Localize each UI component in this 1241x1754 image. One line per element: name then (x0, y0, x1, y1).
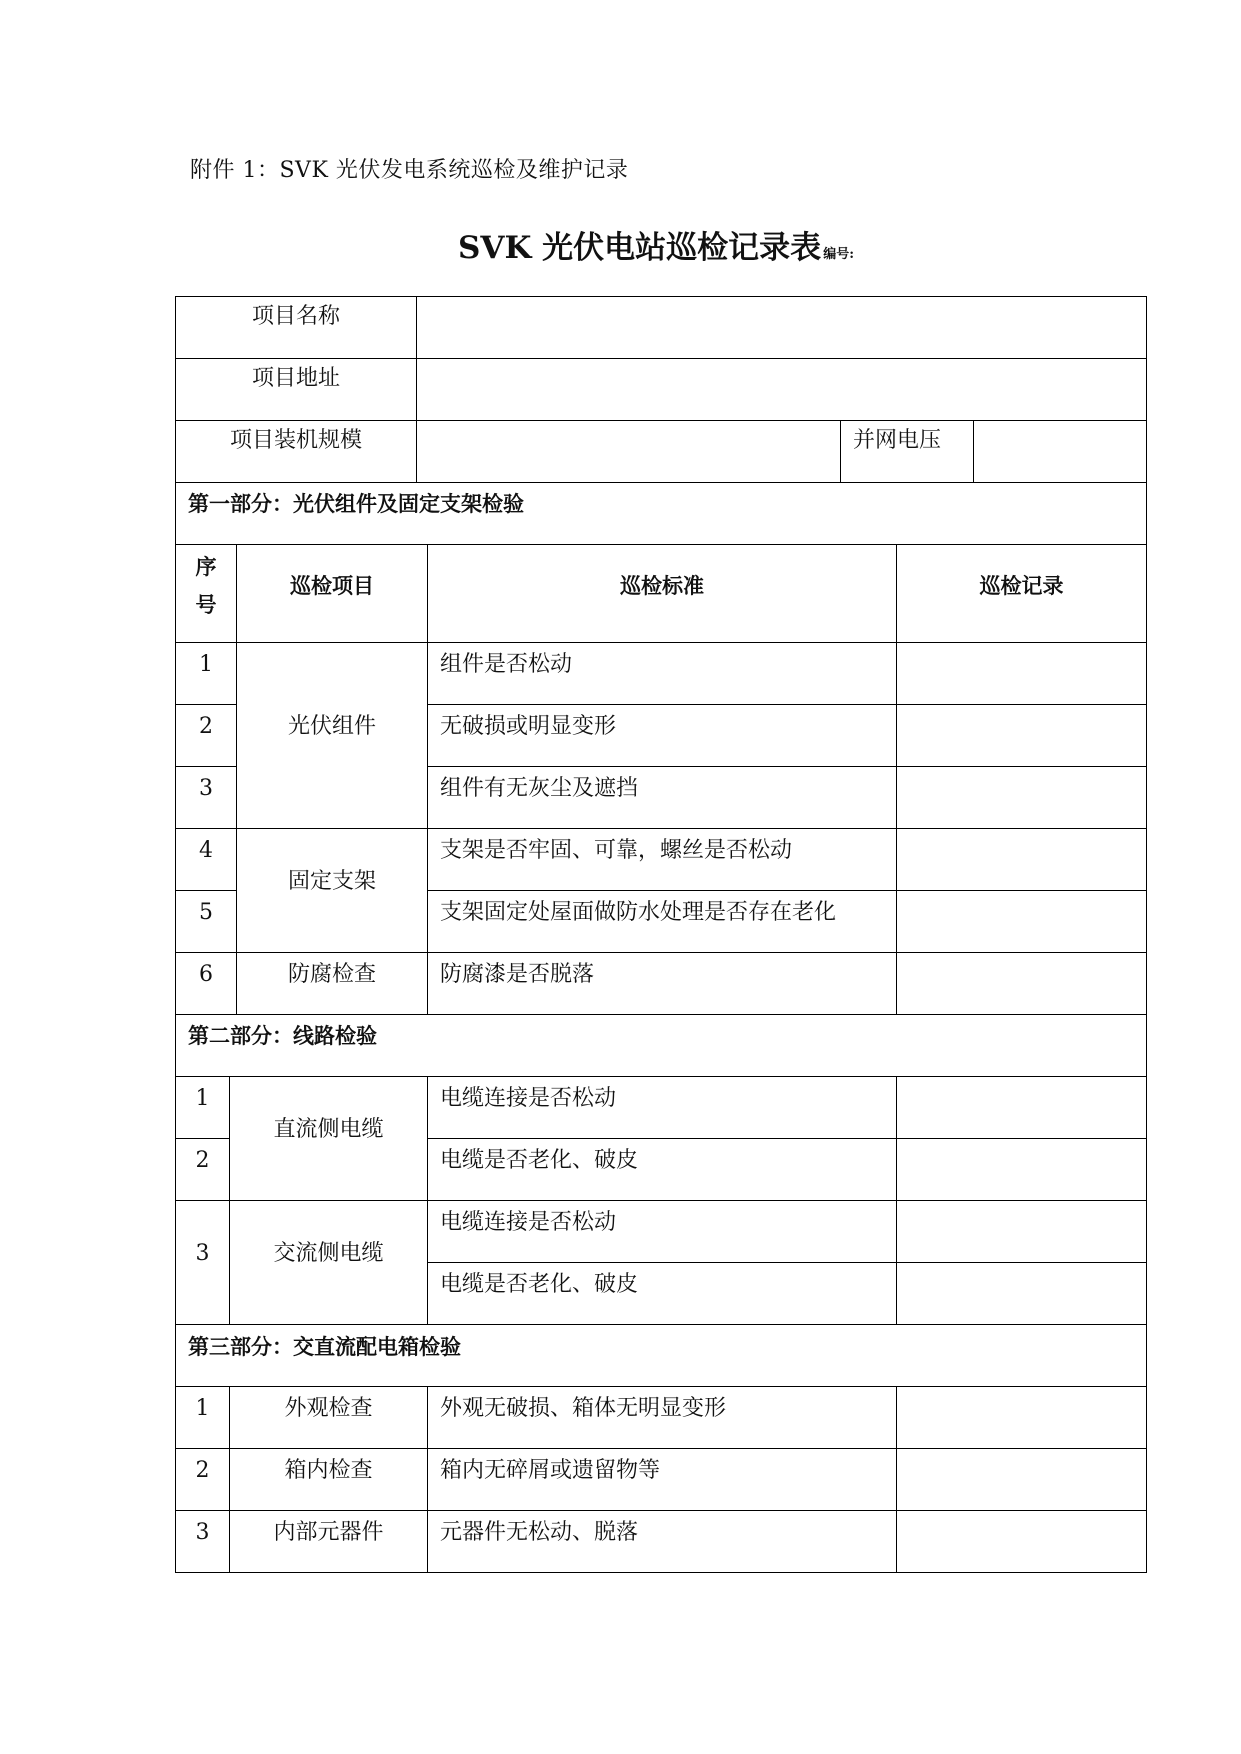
project-name-label: 项目名称 (251, 304, 340, 329)
col-standard-header: 巡检标准 (620, 574, 704, 598)
part1-row-standard: 组件是否松动 (440, 652, 573, 677)
part2-row-standard: 电缆是否老化、破皮 (440, 1272, 639, 1297)
part1-row-standard: 组件有无灰尘及遮挡 (440, 776, 639, 801)
group-dc-cable: 直流侧电缆 (273, 1117, 384, 1142)
col-seq-header: 序 (195, 555, 217, 579)
part2-row-standard: 电缆连接是否松动 (440, 1086, 617, 1111)
part1-row-standard: 无破损或明显变形 (440, 714, 617, 739)
part3-row-no: 1 (195, 1396, 210, 1421)
group-anticorrosion: 防腐检查 (287, 962, 376, 987)
col-seq-header-2: 号 (195, 593, 217, 617)
part1-row-standard: 支架是否牢固、可靠，螺丝是否松动 (440, 838, 793, 863)
part3-row-standard: 外观无破损、箱体无明显变形 (440, 1396, 727, 1421)
serial-number-label: 编号: (823, 247, 854, 262)
part1-row-no: 1 (199, 652, 213, 677)
part1-row-no: 2 (199, 714, 213, 739)
part3-row-standard: 元器件无松动、脱落 (440, 1520, 639, 1545)
group-pv-modules: 光伏组件 (287, 714, 376, 739)
part1-row-no: 6 (199, 962, 213, 987)
part1-row-no: 4 (199, 838, 213, 863)
part2-ac-no: 3 (195, 1241, 210, 1266)
part3-row-item: 外观检查 (284, 1396, 373, 1421)
project-address-label: 项目地址 (251, 366, 340, 391)
col-record-header: 巡检记录 (979, 574, 1064, 598)
document-title (458, 222, 854, 267)
part1-row-no: 5 (199, 900, 213, 925)
part1-row-standard: 防腐漆是否脱落 (440, 962, 595, 987)
part3-heading: 第三部分：交直流配电箱检验 (188, 1335, 461, 1359)
part3-row-item: 箱内检查 (284, 1458, 373, 1483)
part1-row-standard: 支架固定处屋面做防水处理是否存在老化 (440, 900, 837, 925)
part2-row-no: 2 (195, 1148, 210, 1173)
capacity-label: 项目装机规模 (229, 428, 362, 453)
part3-row-no: 3 (195, 1520, 210, 1545)
part3-row-item: 内部元器件 (273, 1520, 384, 1545)
part1-heading: 第一部分：光伏组件及固定支架检验 (188, 492, 524, 516)
part1-row-no: 3 (199, 776, 213, 801)
title-text: SVK 光伏电站巡检记录表 (458, 230, 822, 266)
part3-row-standard: 箱内无碎屑或遗留物等 (440, 1458, 661, 1483)
grid-voltage-label: 并网电压 (853, 428, 942, 453)
part3-row-no: 2 (195, 1458, 210, 1483)
part2-row-no: 1 (195, 1086, 210, 1111)
part2-row-standard: 电缆连接是否松动 (440, 1210, 617, 1235)
col-item-header: 巡检项目 (290, 574, 374, 598)
attachment-caption: 附件 1：SVK 光伏发电系统巡检及维护记录 (190, 158, 629, 183)
group-fixed-bracket: 固定支架 (287, 869, 376, 894)
part2-row-standard: 电缆是否老化、破皮 (440, 1148, 639, 1173)
part2-heading: 第二部分：线路检验 (188, 1024, 377, 1048)
group-ac-cable: 交流侧电缆 (273, 1241, 384, 1266)
